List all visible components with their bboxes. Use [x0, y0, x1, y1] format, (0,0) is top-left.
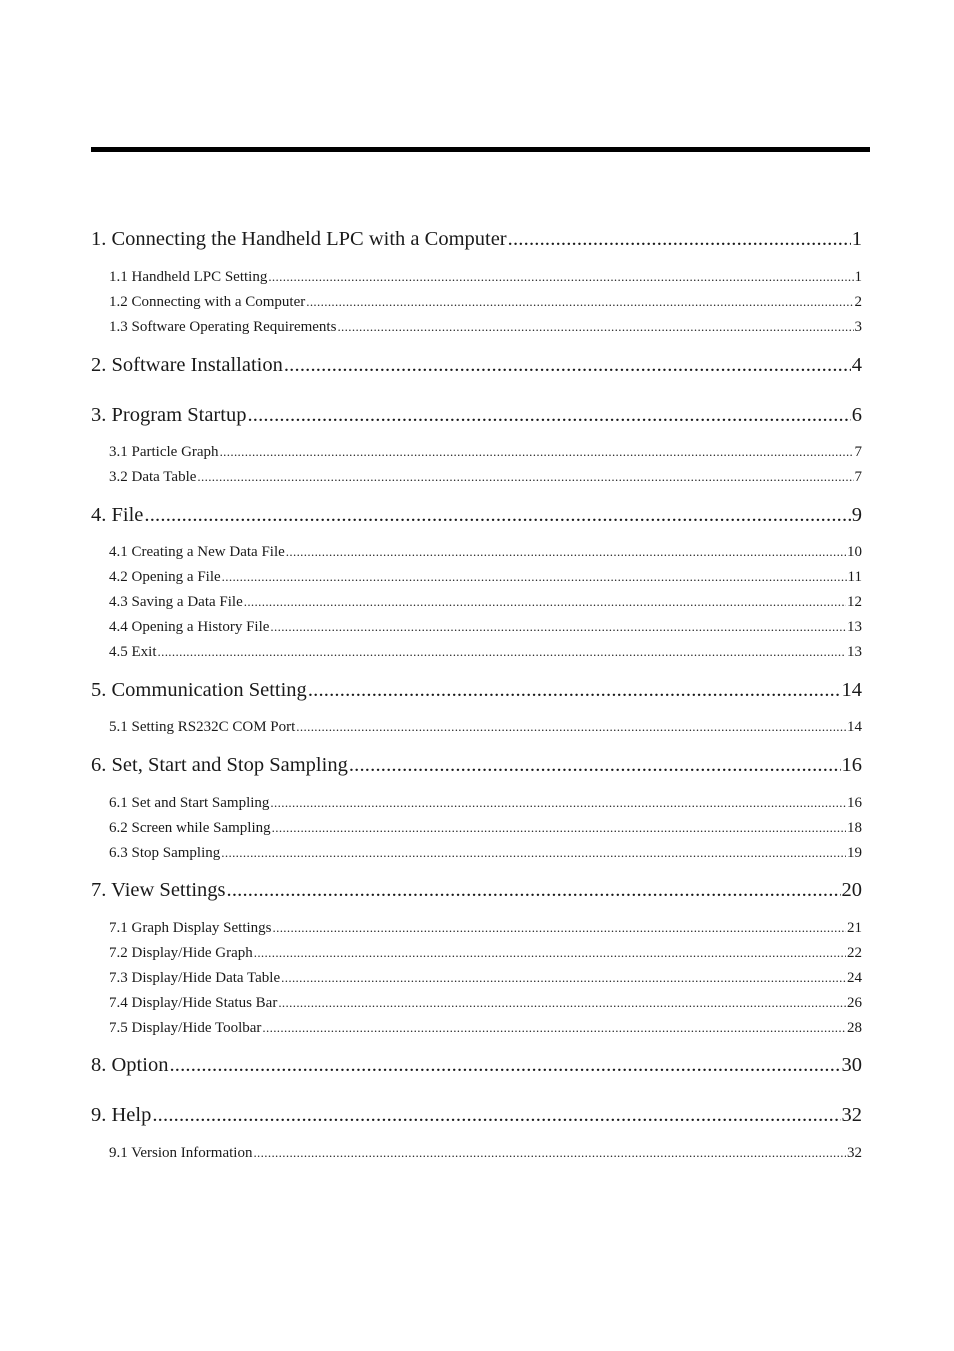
toc-leader	[286, 544, 846, 560]
toc-title: 7.3 Display/Hide Data Table	[109, 970, 281, 986]
toc-leader	[221, 845, 846, 861]
toc-entry-1-1[interactable]	[109, 269, 862, 286]
toc-page: 6	[851, 404, 862, 426]
toc-leader	[281, 970, 846, 986]
toc-entry-3-1[interactable]	[109, 444, 862, 461]
toc-title: 6.3 Stop Sampling	[109, 845, 221, 861]
toc-entry-6-1[interactable]	[109, 795, 862, 812]
toc-page: 12	[847, 594, 862, 610]
toc-page: 14	[847, 719, 862, 735]
toc-title: 4. File	[91, 504, 144, 526]
toc-title: 2. Software Installation	[91, 354, 283, 376]
toc-page: 1	[854, 269, 862, 285]
toc-entry-1[interactable]	[91, 228, 862, 251]
toc-title: 6.2 Screen while Sampling	[109, 820, 271, 836]
toc-leader	[270, 795, 846, 811]
toc-page: 7	[854, 444, 862, 460]
toc-title: 6.1 Set and Start Sampling	[109, 795, 270, 811]
toc-leader	[227, 879, 841, 902]
toc-leader	[254, 945, 846, 961]
toc-page: 13	[847, 644, 862, 660]
toc-entry-5-1[interactable]	[109, 719, 862, 736]
toc-page: 26	[847, 995, 862, 1011]
toc-page: 22	[847, 945, 862, 961]
toc-title: 1. Connecting the Handheld LPC with a Computer	[91, 228, 507, 250]
toc-entry-5[interactable]	[91, 679, 862, 702]
toc-entry-4-4[interactable]	[109, 619, 862, 636]
toc-leader	[220, 444, 854, 460]
toc-leader	[197, 469, 853, 485]
toc-title: 7.2 Display/Hide Graph	[109, 945, 253, 961]
toc-leader	[169, 1054, 840, 1077]
toc-page: 3	[854, 319, 862, 335]
toc-title: 1.3 Software Operating Requirements	[109, 319, 337, 335]
toc-entry-3[interactable]	[91, 404, 862, 427]
toc-title: 9.1 Version Information	[109, 1145, 253, 1161]
toc-entry-8[interactable]	[91, 1054, 862, 1077]
toc-title: 5.1 Setting RS232C COM Port	[109, 719, 296, 735]
toc-entry-7-1[interactable]	[109, 920, 862, 937]
toc-entry-4-5[interactable]	[109, 644, 862, 661]
toc-page: 28	[847, 1020, 862, 1036]
toc-entry-6-3[interactable]	[109, 845, 862, 862]
toc-page: 24	[847, 970, 862, 986]
toc-entry-4-3[interactable]	[109, 594, 862, 611]
toc-title: 5. Communication Setting	[91, 679, 307, 701]
toc-leader	[272, 820, 846, 836]
toc-page: 19	[847, 845, 862, 861]
toc-page: 9	[851, 504, 862, 526]
toc-entry-3-2[interactable]	[109, 469, 862, 486]
toc-page: 7	[854, 469, 862, 485]
toc-entry-9-1[interactable]	[109, 1145, 862, 1162]
toc-page: 20	[841, 879, 862, 901]
toc-page: 10	[847, 544, 862, 560]
toc-title: 4.1 Creating a New Data File	[109, 544, 285, 560]
toc-page: 16	[841, 754, 862, 776]
toc-entry-4-1[interactable]	[109, 544, 862, 561]
toc-page: 18	[847, 820, 862, 836]
toc-title: 9. Help	[91, 1104, 152, 1126]
toc-title: 1.1 Handheld LPC Setting	[109, 269, 268, 285]
toc-title: 3.1 Particle Graph	[109, 444, 219, 460]
toc-leader	[308, 679, 841, 702]
toc-page: 13	[847, 619, 862, 635]
toc-page: 1	[851, 228, 862, 250]
toc-leader	[508, 228, 851, 251]
toc-leader	[270, 619, 846, 635]
toc-entry-9[interactable]	[91, 1104, 862, 1127]
toc-entry-7-4[interactable]	[109, 995, 862, 1012]
toc-title: 7. View Settings	[91, 879, 226, 901]
toc-leader	[253, 1145, 846, 1161]
toc-leader	[349, 754, 841, 777]
toc-page: 32	[847, 1145, 862, 1161]
toc-entry-7-2[interactable]	[109, 945, 862, 962]
toc-leader	[284, 354, 851, 377]
toc-title: 7.5 Display/Hide Toolbar	[109, 1020, 262, 1036]
toc-leader	[278, 995, 846, 1011]
toc-page: 2	[854, 294, 862, 310]
toc-entry-1-2[interactable]	[109, 294, 862, 311]
toc-entry-2[interactable]	[91, 354, 862, 377]
toc-leader	[262, 1020, 846, 1036]
toc-title: 7.1 Graph Display Settings	[109, 920, 272, 936]
toc-title: 8. Option	[91, 1054, 169, 1076]
toc-leader	[273, 920, 847, 936]
toc-page: 11	[847, 569, 862, 585]
toc-entry-7-5[interactable]	[109, 1020, 862, 1037]
toc-page: 32	[841, 1104, 862, 1126]
toc-entry-4-2[interactable]	[109, 569, 862, 586]
toc-title: 4.2 Opening a File	[109, 569, 221, 585]
toc-title: 7.4 Display/Hide Status Bar	[109, 995, 278, 1011]
toc-page: 4	[851, 354, 862, 376]
toc-leader	[247, 404, 850, 427]
toc-entry-7[interactable]	[91, 879, 862, 902]
toc-leader	[158, 644, 847, 660]
toc-leader	[152, 1104, 840, 1127]
toc-entry-1-3[interactable]	[109, 319, 862, 336]
toc-entry-6[interactable]	[91, 754, 862, 777]
toc-title: 3. Program Startup	[91, 404, 247, 426]
toc-entry-4[interactable]	[91, 504, 862, 527]
toc-page: 14	[841, 679, 862, 701]
toc-entry-6-2[interactable]	[109, 820, 862, 837]
toc-leader	[144, 504, 850, 527]
toc-leader	[244, 594, 846, 610]
toc-title: 6. Set, Start and Stop Sampling	[91, 754, 348, 776]
toc-leader	[296, 719, 846, 735]
toc-title: 4.5 Exit	[109, 644, 157, 660]
toc-leader	[306, 294, 853, 310]
toc-title: 4.3 Saving a Data File	[109, 594, 243, 610]
toc-entry-7-3[interactable]	[109, 970, 862, 987]
toc-leader	[337, 319, 853, 335]
toc-page: 21	[847, 920, 862, 936]
toc-title: 3.2 Data Table	[109, 469, 197, 485]
toc-leader	[268, 269, 853, 285]
toc-page: 16	[847, 795, 862, 811]
toc-page: 30	[841, 1054, 862, 1076]
toc-title: 4.4 Opening a History File	[109, 619, 270, 635]
toc-title: 1.2 Connecting with a Computer	[109, 294, 306, 310]
toc-leader	[222, 569, 847, 585]
